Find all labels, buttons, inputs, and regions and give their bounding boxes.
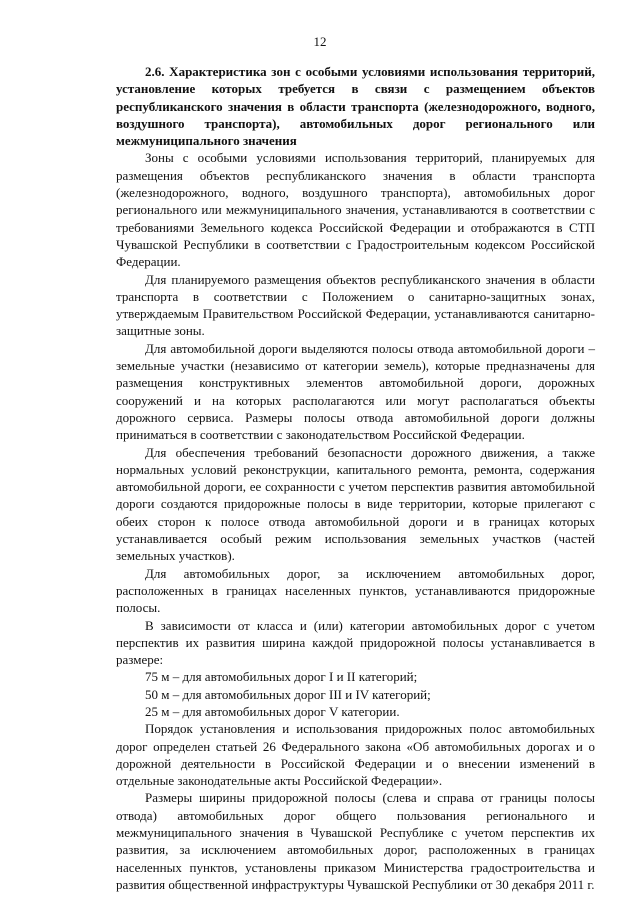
paragraph-roadside-strips: Для обеспечения требований безопасности дорожного движения, а также нормальных условий реконструкции, капитального ремонта, ремонта, содержания автомобильной дороги, ее сохранности с учетом перспектив развития автомобильной дороги создаются придорожные полосы в виде территории, которые прилегают с обеих сторон к полосе отвода автомобильной дороги и в границах которых устанавливается особый режим использования земельных участков (частей земельных участков). <box>116 444 595 564</box>
list-item: 25 м – для автомобильных дорог V категории. <box>145 703 400 719</box>
list-item: 75 м – для автомобильных дорог I и II категорий; <box>145 669 418 685</box>
paragraph-exclusion: Для автомобильных дорог, за исключением автомобильных дорог, расположенных в границах населенных пунктов, устанавливаются придорожные полосы. <box>116 565 595 616</box>
page-content <box>116 63 595 893</box>
paragraph-right-of-way: Для автомобильной дороги выделяются полосы отвода автомобильной дороги – земельные участки (независимо от категории земель), которые предназначены для размещения конструктивных элементов автомобильной дороги, дорожных сооружений и на которых располагаются или могут располагаться объекты дорожного сервиса. Размеры полосы отвода автомобильной дороги должны приниматься в соответствии с законодательством Российской Федерации. <box>116 340 595 443</box>
paragraph-procedure: Порядок установления и использования придорожных полос автомобильных дорог определен статьей 26 Федерального закона «Об автомобильных дорогах и о дорожной деятельности в Российской Федерации и о внесении изменений в отдельные законодательные акты Российской Федерации». <box>116 721 595 789</box>
paragraph-sanitary-zones: Для планируемого размещения объектов республиканского значения в области транспорта в соответствии с Положением о санитарно-защитных зонах, утверждаемым Правительством Российской Федерации, устанавливаются санитарно-защитные зоны. <box>116 271 595 339</box>
paragraph-zones: Зоны с особыми условиями использования территорий, планируемых для размещения объектов республиканского значения в области транспорта (железнодорожного, водного, воздушного транспорта), автомобильных дорог регионального или межмуниципального значения, устанавливаются в соответствии с требованиями Земельного кодекса Российской Федерации и отображаются в СТП Чувашской Республики в соответствии с Градостроительным кодексом Российской Федерации. <box>116 150 595 270</box>
page-number: 12 <box>313 34 327 49</box>
paragraph-width-intro: В зависимости от класса и (или) категории автомобильных дорог с учетом перспектив их развития ширина каждой придорожной полосы устанавливается в размере: <box>116 617 595 668</box>
paragraph-width-order: Размеры ширины придорожной полосы (слева и справа от границы полосы отвода) автомобильных дорог общего пользования регионального и межмуниципального значения в Чувашской Республике с учетом перспектив их развития, за исключением автомобильных дорог, расположенных в границах населенных пунктов, установлены приказом Министерства градостроительства и развития общественной инфраструктуры Чувашской Республики от 30 декабря 2011 г. <box>116 790 595 892</box>
list-item: 50 м – для автомобильных дорог III и IV категорий; <box>145 686 431 702</box>
section-heading: 2.6. Характеристика зон с особыми условиями использования территорий, установление которых требуется в связи с размещением объектов республиканского значения в области транспорта (железнодорожного, водного, воздушного транспорта), автомобильных дорог регионального или межмуниципального значения <box>116 64 595 149</box>
